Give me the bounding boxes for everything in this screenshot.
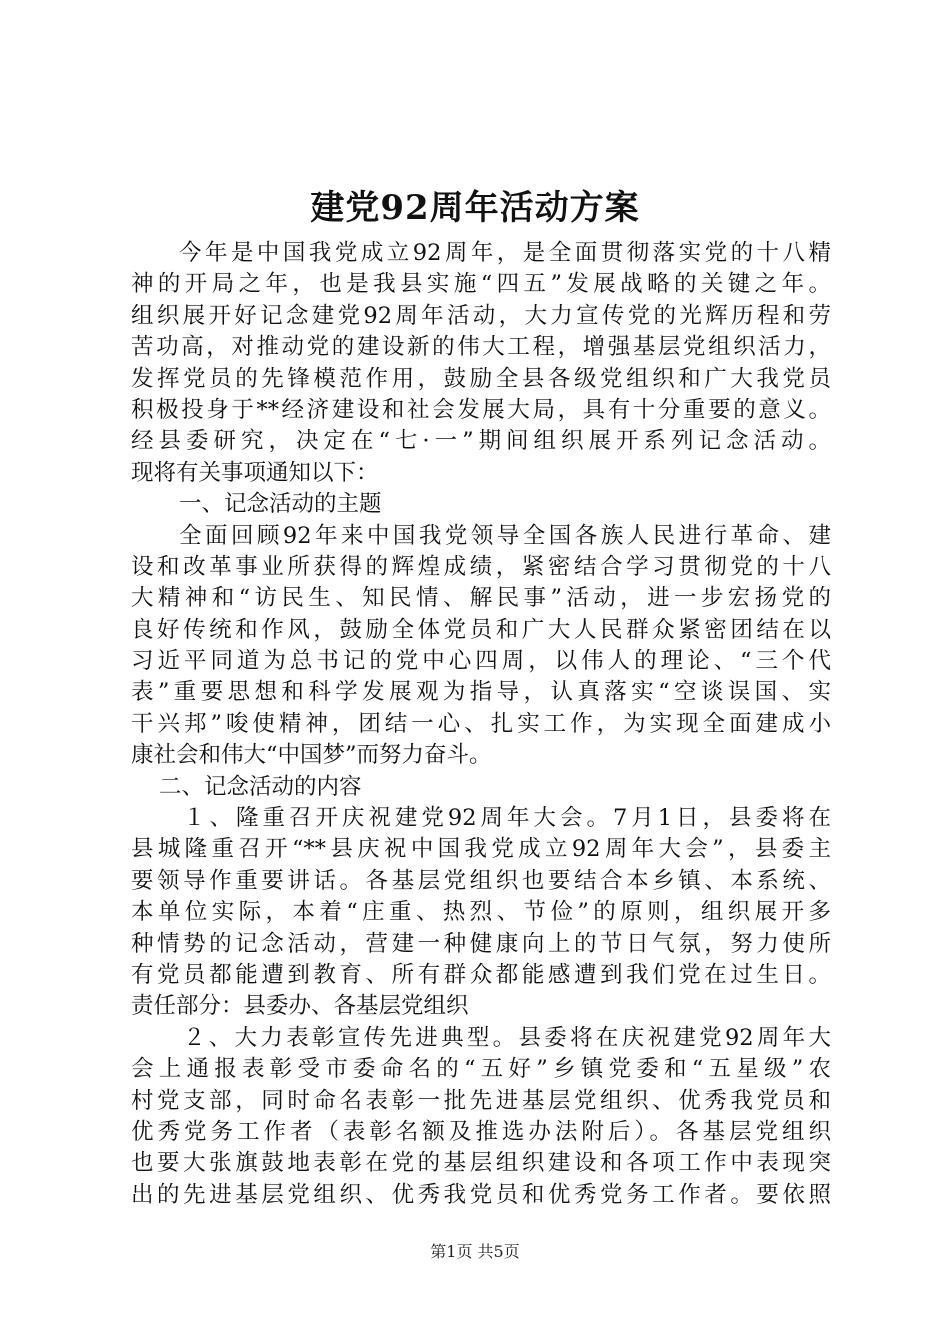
text-line: 经县委研究，决定在“七·一”期间组织展开系列记念活动。 [131,428,831,455]
document-body [131,238,831,1211]
text-line: 全面回顾92年来中国我党领导全国各族人民进行革命、建 [179,522,831,549]
text-line: 习近平同道为总书记的党中心四周，以伟人的理论、“三个代 [131,648,831,675]
text-line: 表”重要思想和科学发展观为指导，认真落实“空谈误国、实 [131,679,831,706]
text-line: １、隆重召开庆祝建党92周年大会。7月1日，县委将在 [183,805,831,832]
text-line: 康社会和伟大“中国梦”而努力奋斗。 [131,742,492,769]
text-line: 优秀党务工作者（表彰名额及推选办法附后）。各基层党组织 [131,1118,831,1145]
text-line: 有党员都能遭到教育、所有群众都能感遭到我们党在过生日。 [131,961,831,988]
text-line: 县城隆重召开“**县庆祝中国我党成立92周年大会”，县委主 [131,836,831,863]
text-line: 村党支部，同时命名表彰一批先进基层党组织、优秀我党员和 [131,1087,831,1114]
text-line: 今年是中国我党成立92周年，是全面贯彻落实党的十八精 [179,240,831,266]
text-line: 本单位实际，本着“庄重、热烈、节俭”的原则，组织展开多 [131,899,831,926]
text-line: 种情势的记念活动，营建一种健康向上的节日气氛，努力使所 [131,930,831,957]
section-heading: 一、记念活动的主题 [179,491,382,518]
text-line: 神的开局之年，也是我县实施“四五”发展战略的关键之年。 [131,271,831,298]
section-heading: 二、记念活动的内容 [159,773,362,800]
document-title: 建党92周年活动方案 [310,188,640,228]
text-line: ２、大力表彰宣传先进典型。县委将在庆祝建党92周年大 [183,1024,831,1051]
text-line: 良好传统和作风，鼓励全体党员和广大人民群众紧密团结在以 [131,616,831,643]
text-line: 发挥党员的先锋模范作用，鼓励全县各级党组织和广大我党员 [131,365,831,392]
text-line: 出的先进基层党组织、优秀我党员和优秀党务工作者。要依照 [131,1181,831,1208]
text-line: 现将有关事项通知以下： [131,459,379,486]
text-line: 会上通报表彰受市委命名的“五好”乡镇党委和“五星级”农 [131,1056,831,1083]
text-line: 组织展开好记念建党92周年活动，大力宣传党的光辉历程和劳 [131,302,831,329]
text-line: 设和改革事业所获得的辉煌成绩，紧密结合学习贯彻党的十八 [131,553,831,580]
text-line: 干兴邦”唆使精神，团结一心、扎实工作，为实现全面建成小 [131,710,831,737]
text-line: 苦功高，对推动党的建设新的伟大工程，增强基层党组织活力， [131,334,831,361]
text-line: 也要大张旗鼓地表彰在党的基层组织建设和各项工作中表现突 [131,1150,831,1177]
text-line: 责任部分：县委办、各基层党组织 [131,993,469,1020]
text-line: 大精神和“访民生、知民情、解民事”活动，进一步宏扬党的 [131,585,831,612]
page-footer: 第1页 共5页 [430,1242,520,1261]
text-line: 要领导作重要讲话。各基层党组织也要结合本乡镇、本系统、 [131,867,831,894]
text-line: 积极投身于**经济建设和社会发展大局，具有十分重要的意义。 [131,396,831,423]
